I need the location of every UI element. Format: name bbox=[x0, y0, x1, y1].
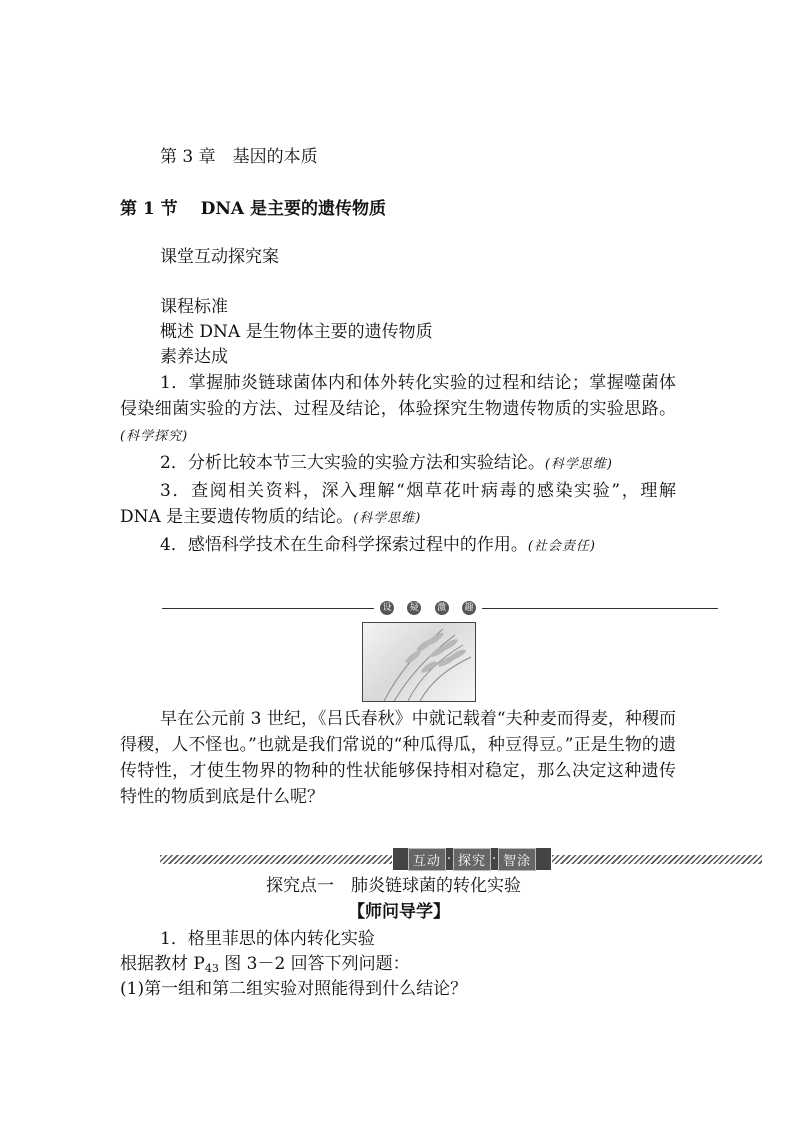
standards-text: 概述 DNA 是生物体主要的遗传物质 bbox=[160, 322, 433, 342]
instruction-line: 根据教材 $P_{43}$ 图 3－2 回答下列问题： bbox=[120, 954, 410, 975]
divider-right bbox=[482, 608, 718, 609]
case-title: 课堂互动探究案 bbox=[160, 247, 279, 267]
standards-label: 课程标准 bbox=[160, 297, 228, 317]
guide-title: 【师问导学】 bbox=[348, 902, 450, 922]
experiment-title: 1．格里菲思的体内转化实验 bbox=[160, 929, 375, 949]
section-name: DNA 是主要的遗传物质 bbox=[200, 199, 386, 219]
literacy-tag: (科学思维) bbox=[544, 457, 613, 472]
explore-point-title: 探究点一 肺炎链球菌的转化实验 bbox=[266, 876, 521, 896]
literacy-tag: (社会责任) bbox=[527, 539, 596, 554]
chapter-heading: 第 3 章 基因的本质 bbox=[160, 147, 318, 167]
question-1: (1)第一组和第二组实验对照能得到什么结论？ bbox=[120, 979, 468, 999]
section-number: 第 1 节 bbox=[120, 199, 178, 219]
divider-left bbox=[162, 608, 374, 609]
wheat-image bbox=[362, 622, 476, 702]
hatch-right bbox=[552, 855, 762, 864]
literacy-tag: (科学思维) bbox=[353, 511, 422, 526]
literacy-item: 2．分析比较本节三大实验的实验方法和实验结论。(科学思维) bbox=[160, 453, 613, 473]
intro-paragraph: 早在公元前 3 世纪，《吕氏春秋》中就记载着“夫种麦而得麦，种稷而得稷，人不怪也。”也就是我们常说的“种瓜得瓜，种豆得豆。”正是生物的遗传特性，才使生物界的物种的性状能够保持相对稳定，那么决定这种遗传特性的物质到底是什么呢？ bbox=[120, 709, 676, 807]
literacy-tag: (科学探究) bbox=[120, 429, 189, 444]
literacy-item: 1．掌握肺炎链球菌体内和体外转化实验的过程和结论；掌握噬菌体侵染细菌实验的方法、过程及结论，体验探究生物遗传物质的实验思路。(科学探究) bbox=[120, 373, 676, 444]
intro-badge: 设 疑 激 趣 bbox=[380, 601, 476, 615]
hatch-left bbox=[160, 855, 392, 864]
section-title bbox=[120, 198, 386, 220]
literacy-list bbox=[120, 370, 676, 560]
literacy-item: 4．感悟科学技术在生命科学探索过程中的作用。(社会责任) bbox=[160, 535, 596, 555]
interaction-badge: 互动 · 探究 · 智涂 bbox=[393, 848, 551, 870]
literacy-item: 3．查阅相关资料，深入理解“烟草花叶病毒的感染实验”，理解 DNA 是主要遗传物质的结论。(科学思维) bbox=[120, 481, 676, 527]
literacy-label: 素养达成 bbox=[160, 347, 228, 367]
